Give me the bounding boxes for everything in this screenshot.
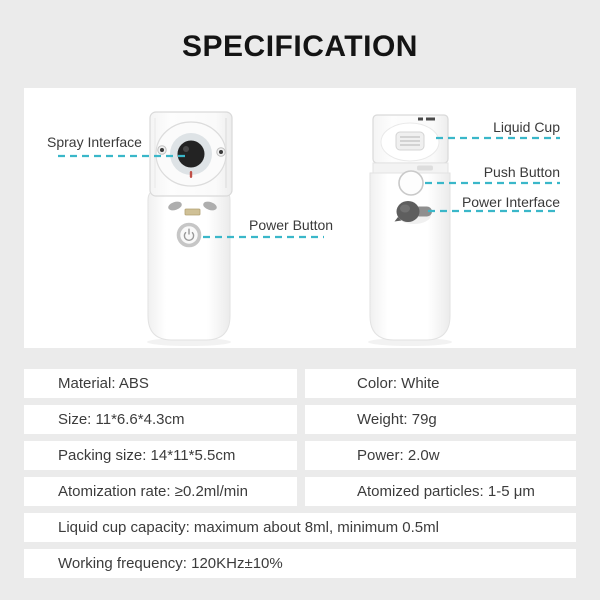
device-back-view (368, 115, 452, 346)
device-front-view (147, 112, 232, 346)
table-row (24, 549, 576, 578)
callout-label-spray-interface: Spray Interface (47, 134, 142, 150)
vent-mark (418, 118, 423, 121)
spec-cell-material: Material: ABS (24, 369, 297, 398)
spec-cell-atomized-particles: Atomized particles: 1-5 μm (305, 477, 576, 506)
liquid-cup-inner (381, 123, 439, 161)
specification-table (24, 369, 576, 578)
table-row (24, 477, 576, 506)
latch-slot (417, 166, 433, 171)
table-row (24, 513, 576, 542)
table-row (24, 369, 576, 398)
callout-label-power-button: Power Button (249, 217, 334, 233)
spec-cell-packing-size: Packing size: 14*11*5.5cm (24, 441, 297, 470)
page-title: SPECIFICATION (182, 30, 418, 63)
product-image-panel (24, 88, 576, 348)
contact-strip (185, 209, 200, 215)
power-button-control (179, 225, 200, 246)
callout-label-push-button: Push Button (483, 164, 560, 180)
indicator-mark (190, 171, 192, 178)
spec-cell-working-frequency: Working frequency: 120KHz±10% (24, 549, 576, 578)
spec-cell-atomization-rate: Atomization rate: ≥0.2ml/min (24, 477, 297, 506)
spray-mesh (156, 122, 226, 186)
spec-cell-color: Color: White (305, 369, 576, 398)
callout-label-liquid-cup: Liquid Cup (493, 119, 560, 135)
table-row (24, 441, 576, 470)
vent-mark (426, 118, 435, 121)
spec-cell-power: Power: 2.0w (305, 441, 576, 470)
spec-cell-liquid-cup-capacity: Liquid cup capacity: maximum about 8ml, minimum 0.5ml (24, 513, 576, 542)
spec-cell-weight: Weight: 79g (305, 405, 576, 434)
push-button-control (399, 171, 423, 195)
spec-cell-size: Size: 11*6.6*4.3cm (24, 405, 297, 434)
table-row (24, 405, 576, 434)
screw-right (217, 148, 225, 156)
callout-label-power-interface: Power Interface (461, 194, 560, 210)
device-body (370, 173, 450, 340)
screw-left (158, 146, 166, 154)
